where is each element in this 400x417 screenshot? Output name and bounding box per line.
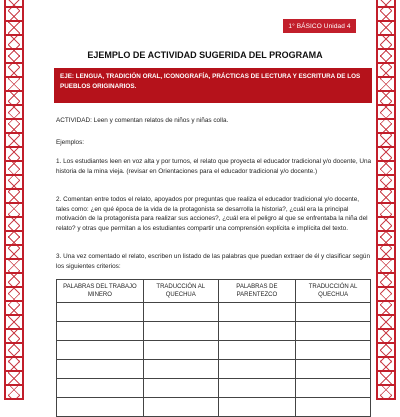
grade-unit-badge: 1° BÁSICO Unidad 4: [283, 19, 356, 33]
table-cell[interactable]: [218, 360, 295, 379]
table-cell[interactable]: [218, 303, 295, 322]
table-cell[interactable]: [296, 379, 371, 398]
table-body: [57, 303, 371, 417]
column-header-quechua-translation-2: TRADUCCIÓN AL QUECHUA: [296, 280, 371, 303]
table-cell[interactable]: [296, 398, 371, 417]
column-header-kinship-words: PALABRAS DE PARENTEZCO: [218, 280, 295, 303]
table-cell[interactable]: [218, 379, 295, 398]
table-row: [57, 379, 371, 398]
table-row: [57, 360, 371, 379]
table-cell[interactable]: [143, 341, 218, 360]
table-cell[interactable]: [57, 379, 144, 398]
table-cell[interactable]: [296, 303, 371, 322]
table-cell[interactable]: [296, 341, 371, 360]
table-cell[interactable]: [143, 303, 218, 322]
table-cell[interactable]: [57, 360, 144, 379]
table-header-row: [57, 280, 371, 303]
example-paragraph-2: 2. Comentan entre todos el relato, apoyados por preguntas que realiza el educador tradicional y/o docente, tales como: ¿en qué época de la vida de la protagonista se desarrolla la historia?, ¿cuál era la principal motivación de la protagonista para realizar sus acciones?, ¿cuál era el peligro al que se enfrentaba la niña del relato? y otras que permitan a los estudiantes compartir una comprensión explícita e implícita del texto.: [56, 196, 368, 232]
table-cell[interactable]: [218, 341, 295, 360]
page-title: EJEMPLO DE ACTIVIDAD SUGERIDA DEL PROGRAMA: [87, 50, 323, 60]
column-header-quechua-translation-1: TRADUCCIÓN AL QUECHUA: [143, 280, 218, 303]
eje-banner: EJE: LENGUA, TRADICIÓN ORAL, ICONOGRAFÍA, PRÁCTICAS DE LECTURA Y ESCRITURA DE LOS PUEBLOS ORIGINARIOS.: [54, 68, 372, 103]
table-cell[interactable]: [143, 379, 218, 398]
decorative-border-left: [4, 0, 24, 400]
column-header-mining-words: PALABRAS DEL TRABAJO MINERO: [57, 280, 144, 303]
table-cell[interactable]: [57, 322, 144, 341]
table-cell[interactable]: [143, 322, 218, 341]
example-paragraph-3: 3. Una vez comentado el relato, escriben un listado de las palabras que puedan extraer de él y clasificar según los siguientes criterios:: [56, 253, 371, 270]
examples-label: Ejemplos:: [56, 139, 85, 146]
table-cell[interactable]: [296, 360, 371, 379]
table-row: [57, 322, 371, 341]
table-cell[interactable]: [218, 398, 295, 417]
table-cell[interactable]: [296, 322, 371, 341]
table-row: [57, 398, 371, 417]
table-cell[interactable]: [143, 398, 218, 417]
criteria-table: [56, 279, 371, 417]
table-row: [57, 341, 371, 360]
table-cell[interactable]: [57, 341, 144, 360]
table-cell[interactable]: [218, 322, 295, 341]
table-cell[interactable]: [143, 360, 218, 379]
example-paragraph-1: 1. Los estudiantes leen en voz alta y por turnos, el relato que proyecta el educador tradicional y/o docente, Una historia de la mina vieja. (revisar en Orientaciones para el educador tradicional y/o docente.): [56, 158, 372, 175]
activity-text: ACTIVIDAD: Leen y comentan relatos de niños y niñas colla.: [56, 117, 229, 124]
table-cell[interactable]: [57, 303, 144, 322]
decorative-border-right: [376, 0, 396, 400]
table-cell[interactable]: [57, 398, 144, 417]
table-row: [57, 303, 371, 322]
